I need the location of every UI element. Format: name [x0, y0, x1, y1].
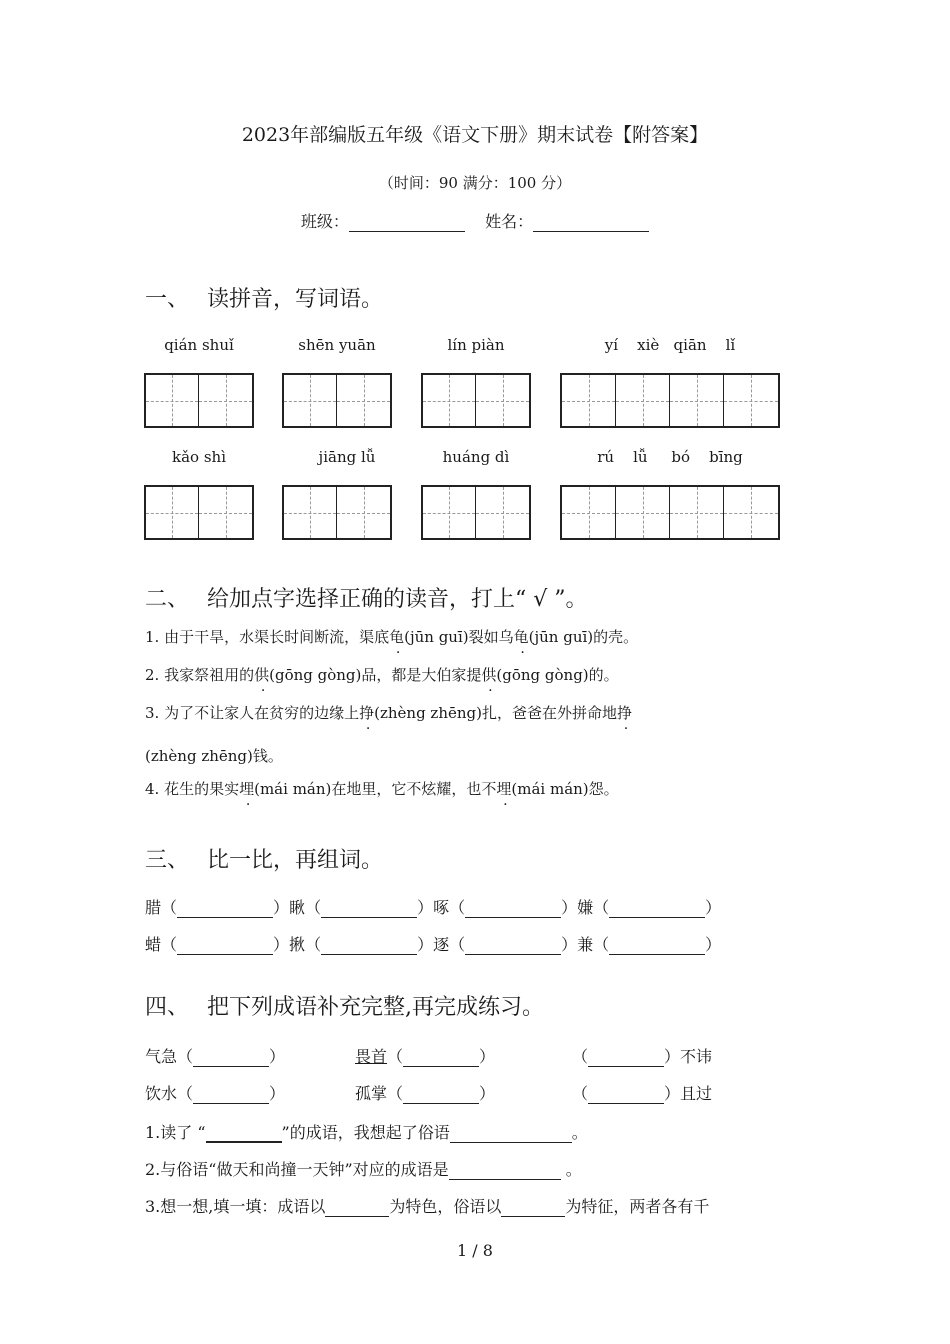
idiom-item: 孤掌（ ） [355, 1084, 496, 1103]
answer-blank[interactable] [193, 1087, 269, 1104]
page-title: 2023年部编版五年级《语文下册》期末试卷【附答案】 [241, 124, 709, 146]
pinyin: lín piàn [447, 336, 505, 354]
question-line: (zhèng zhēng)钱。 [145, 747, 283, 765]
answer-blank[interactable] [177, 901, 273, 918]
answer-blank[interactable] [501, 1200, 565, 1217]
writing-grid[interactable] [282, 485, 392, 540]
writing-grid[interactable] [282, 373, 392, 428]
answer-blank[interactable] [450, 1126, 572, 1143]
idiom-item: 畏首（ ） [355, 1047, 496, 1066]
pinyin: kǎo shì [172, 448, 226, 466]
page-number: 1 / 8 [457, 1241, 493, 1260]
name-label: 姓名： [485, 212, 534, 231]
writing-grid[interactable] [421, 373, 531, 428]
writing-grid[interactable] [560, 485, 780, 540]
question-line: 2. 我家祭祖用的供(gōng gòng)品，都是大伯家提供(gōng gòng)的。 [145, 666, 619, 684]
answer-blank[interactable] [403, 1050, 479, 1067]
answer-blank[interactable] [193, 1050, 269, 1067]
question-line: 4. 花生的果实埋(mái mán)在地里，它不炫耀，也不埋(mái mán)怨。 [145, 780, 619, 798]
answer-blank[interactable] [206, 1125, 282, 1143]
answer-blank[interactable] [325, 1200, 389, 1217]
class-label: 班级： [300, 212, 349, 231]
pinyin: rú lǚ bó bīng [597, 448, 743, 466]
question-line: 1.读了 “ ”的成语，我想起了俗语 。 [145, 1123, 588, 1142]
writing-grid[interactable] [144, 485, 254, 540]
idiom-item: （ ）不讳 [572, 1047, 713, 1066]
question-line: 3.想一想,填一填：成语以 为特色，俗语以 为特征，两者各有千 [145, 1197, 710, 1216]
section2-heading: 二、 给加点字选择正确的读音，打上“ √ ”。 [145, 587, 588, 612]
answer-blank[interactable] [321, 938, 417, 955]
exam-info: （时间：90 满分：100 分） [378, 174, 572, 192]
question-line: 2.与俗语“做天和尚撞一天钟”对应的成语是 。 [145, 1160, 582, 1179]
writing-grid[interactable] [421, 485, 531, 540]
question-line: 1. 由于干旱，水渠长时间断流，渠底龟(jūn guī)裂如乌龟(jūn guī)的壳。 [145, 628, 639, 646]
pinyin: yí xiè qiān lǐ [604, 336, 736, 354]
word-compare-row: 腊（ ）瞅（ ）啄（ ）嫌（ ） [145, 898, 722, 917]
idiom-item: 气急（ ） [145, 1047, 286, 1066]
section4-heading: 四、 把下列成语补充完整,再完成练习。 [145, 995, 544, 1020]
answer-blank[interactable] [609, 938, 705, 955]
answer-blank[interactable] [465, 901, 561, 918]
pinyin: jiāng lǚ [318, 448, 376, 466]
answer-blank[interactable] [609, 901, 705, 918]
word-compare-row: 蜡（ ）揪（ ）逐（ ）兼（ ） [145, 935, 722, 954]
answer-blank[interactable] [588, 1050, 664, 1067]
pinyin: qián shuǐ [164, 336, 234, 354]
answer-blank[interactable] [321, 901, 417, 918]
idiom-item: 饮水（ ） [145, 1084, 286, 1103]
class-field[interactable] [349, 215, 465, 232]
name-field[interactable] [533, 215, 649, 232]
answer-blank[interactable] [177, 938, 273, 955]
question-line: 3. 为了不让家人在贫穷的边缘上挣(zhèng zhēng)扎，爸爸在外拼命地挣 [145, 704, 633, 722]
pinyin: huáng dì [442, 448, 510, 466]
answer-blank[interactable] [449, 1163, 561, 1180]
idiom-item: （ ）且过 [572, 1084, 713, 1103]
section1-heading: 一、 读拼音，写词语。 [145, 287, 384, 312]
answer-blank[interactable] [465, 938, 561, 955]
writing-grid[interactable] [560, 373, 780, 428]
answer-blank[interactable] [588, 1087, 664, 1104]
writing-grid[interactable] [144, 373, 254, 428]
pinyin: shēn yuān [298, 336, 376, 354]
answer-blank[interactable] [403, 1087, 479, 1104]
section3-heading: 三、 比一比，再组词。 [145, 848, 384, 873]
class-name-line [0, 209, 950, 232]
